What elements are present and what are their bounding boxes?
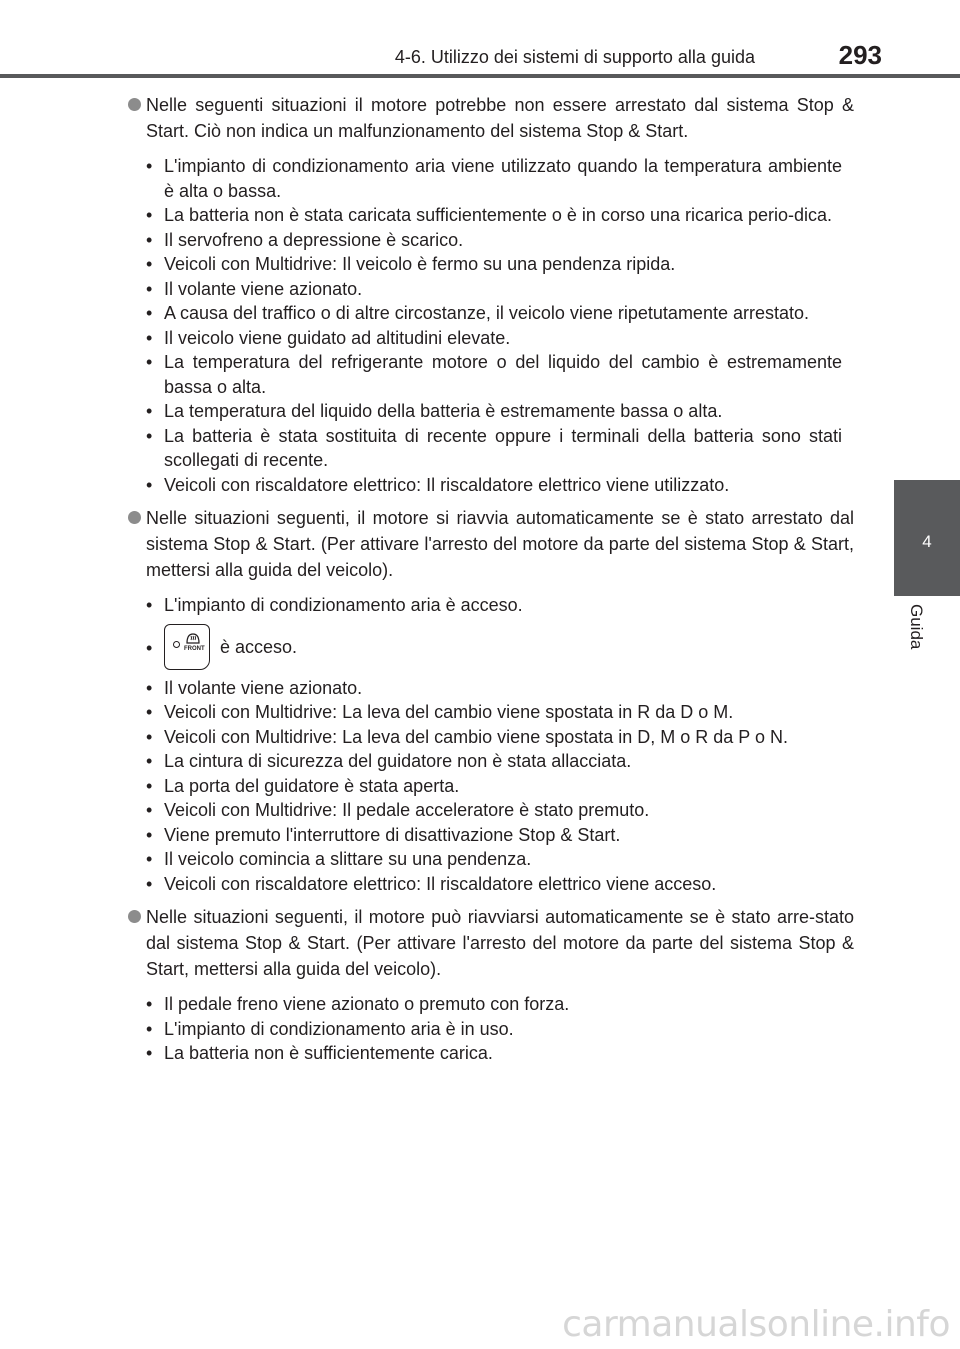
list-item: • La cintura di sicurezza del guidatore non è stata allacciata.	[146, 751, 632, 771]
condition-list	[128, 154, 854, 497]
watermark[interactable]: carmanualsonline.info	[562, 1304, 950, 1345]
list-item: • A causa del traffico o di altre circostanze, il veicolo viene ripetutamente arrestato.	[146, 303, 810, 323]
list-item: • Il veicolo comincia a slittare su una pendenza.	[146, 849, 532, 869]
list-item: • Viene premuto l'interruttore di disattivazione Stop & Start.	[146, 824, 621, 845]
list-item: • Il volante viene azionato.	[146, 278, 363, 299]
section-intro	[128, 92, 854, 144]
list-item: • L'impianto di condizionamento aria viene utilizzato quando la temperatura ambiente è alta o bassa.	[146, 156, 842, 201]
page-header	[0, 0, 960, 80]
list-item: • La batteria non è stata caricata sufficientemente o è in corso una ricarica perio-dica.	[146, 205, 833, 225]
section-intro	[128, 904, 854, 982]
section-text: Nelle situazioni seguenti, il motore può riavviarsi automaticamente se è stato arre-stato dal sistema Stop & Start. (Per attivare l'arresto del motore da parte del sistema Stop & Start, mettersi alla guida del veicolo).	[146, 907, 854, 979]
list-item: • Veicoli con riscaldatore elettrico: Il riscaldatore elettrico viene acceso.	[146, 873, 717, 894]
list-item: • La porta del guidatore è stata aperta.	[146, 775, 460, 796]
list-item: • La temperatura del refrigerante motore o del liquido del cambio è estremamente bassa o alta.	[146, 352, 842, 397]
circle-bullet-icon	[128, 910, 141, 923]
chapter-label: Guida	[907, 604, 926, 650]
list-item: • Il pedale freno viene azionato o premuto con forza.	[146, 994, 570, 1014]
list-item: • L'impianto di condizionamento aria è acceso.	[146, 595, 523, 615]
list-item-with-icon: • FRONT è acceso.	[146, 618, 854, 676]
list-item: • Veicoli con riscaldatore elettrico: Il riscaldatore elettrico viene utilizzato.	[146, 474, 730, 495]
section-text: Nelle seguenti situazioni il motore potrebbe non essere arrestato dal sistema Stop & Start. Ciò non indica un malfunzionamento del sistema Stop & Start.	[146, 95, 854, 141]
chapter-number: 4	[922, 532, 932, 551]
list-item: • Il servofreno a depressione è scarico.	[146, 229, 464, 250]
page-number: 293	[838, 40, 882, 70]
list-item: • Veicoli con Multidrive: La leva del cambio viene spostata in D, M o R da P o N.	[146, 726, 788, 747]
front-defroster-button-icon: FRONT	[164, 624, 210, 670]
list-item: • L'impianto di condizionamento aria è in uso.	[146, 1018, 514, 1039]
list-item: • Veicoli con Multidrive: La leva del cambio viene spostata in R da D o M.	[146, 702, 734, 722]
section-intro	[128, 505, 854, 583]
list-item: • Il veicolo viene guidato ad altitudini elevate.	[146, 327, 511, 348]
page-content	[128, 92, 854, 1074]
section-title: 4-6. Utilizzo dei sistemi di supporto alla guida	[394, 47, 755, 67]
list-item: • La batteria è stata sostituita di recente oppure i terminali della batteria sono stati scollegati di recente.	[146, 425, 842, 470]
list-item: • La temperatura del liquido della batteria è estremamente bassa o alta.	[146, 401, 723, 421]
list-item: • Veicoli con Multidrive: Il veicolo è fermo su una pendenza ripida.	[146, 254, 676, 274]
circle-bullet-icon	[128, 511, 141, 524]
section-text: Nelle situazioni seguenti, il motore si riavvia automaticamente se è stato arrestato dal sistema Stop & Start. (Per attivare l'arresto del motore da parte del sistema Stop & Start, mettersi alla guida del veicolo).	[146, 508, 854, 580]
list-item: • Il volante viene azionato.	[146, 677, 363, 698]
chapter-tab	[894, 480, 960, 596]
condition-list	[128, 593, 854, 896]
list-item: • Veicoli con Multidrive: Il pedale acceleratore è stato premuto.	[146, 800, 650, 820]
circle-bullet-icon	[128, 98, 141, 111]
condition-list	[128, 992, 854, 1066]
list-item: • La batteria non è sufficientemente carica.	[146, 1043, 493, 1063]
header-rule	[0, 74, 960, 78]
